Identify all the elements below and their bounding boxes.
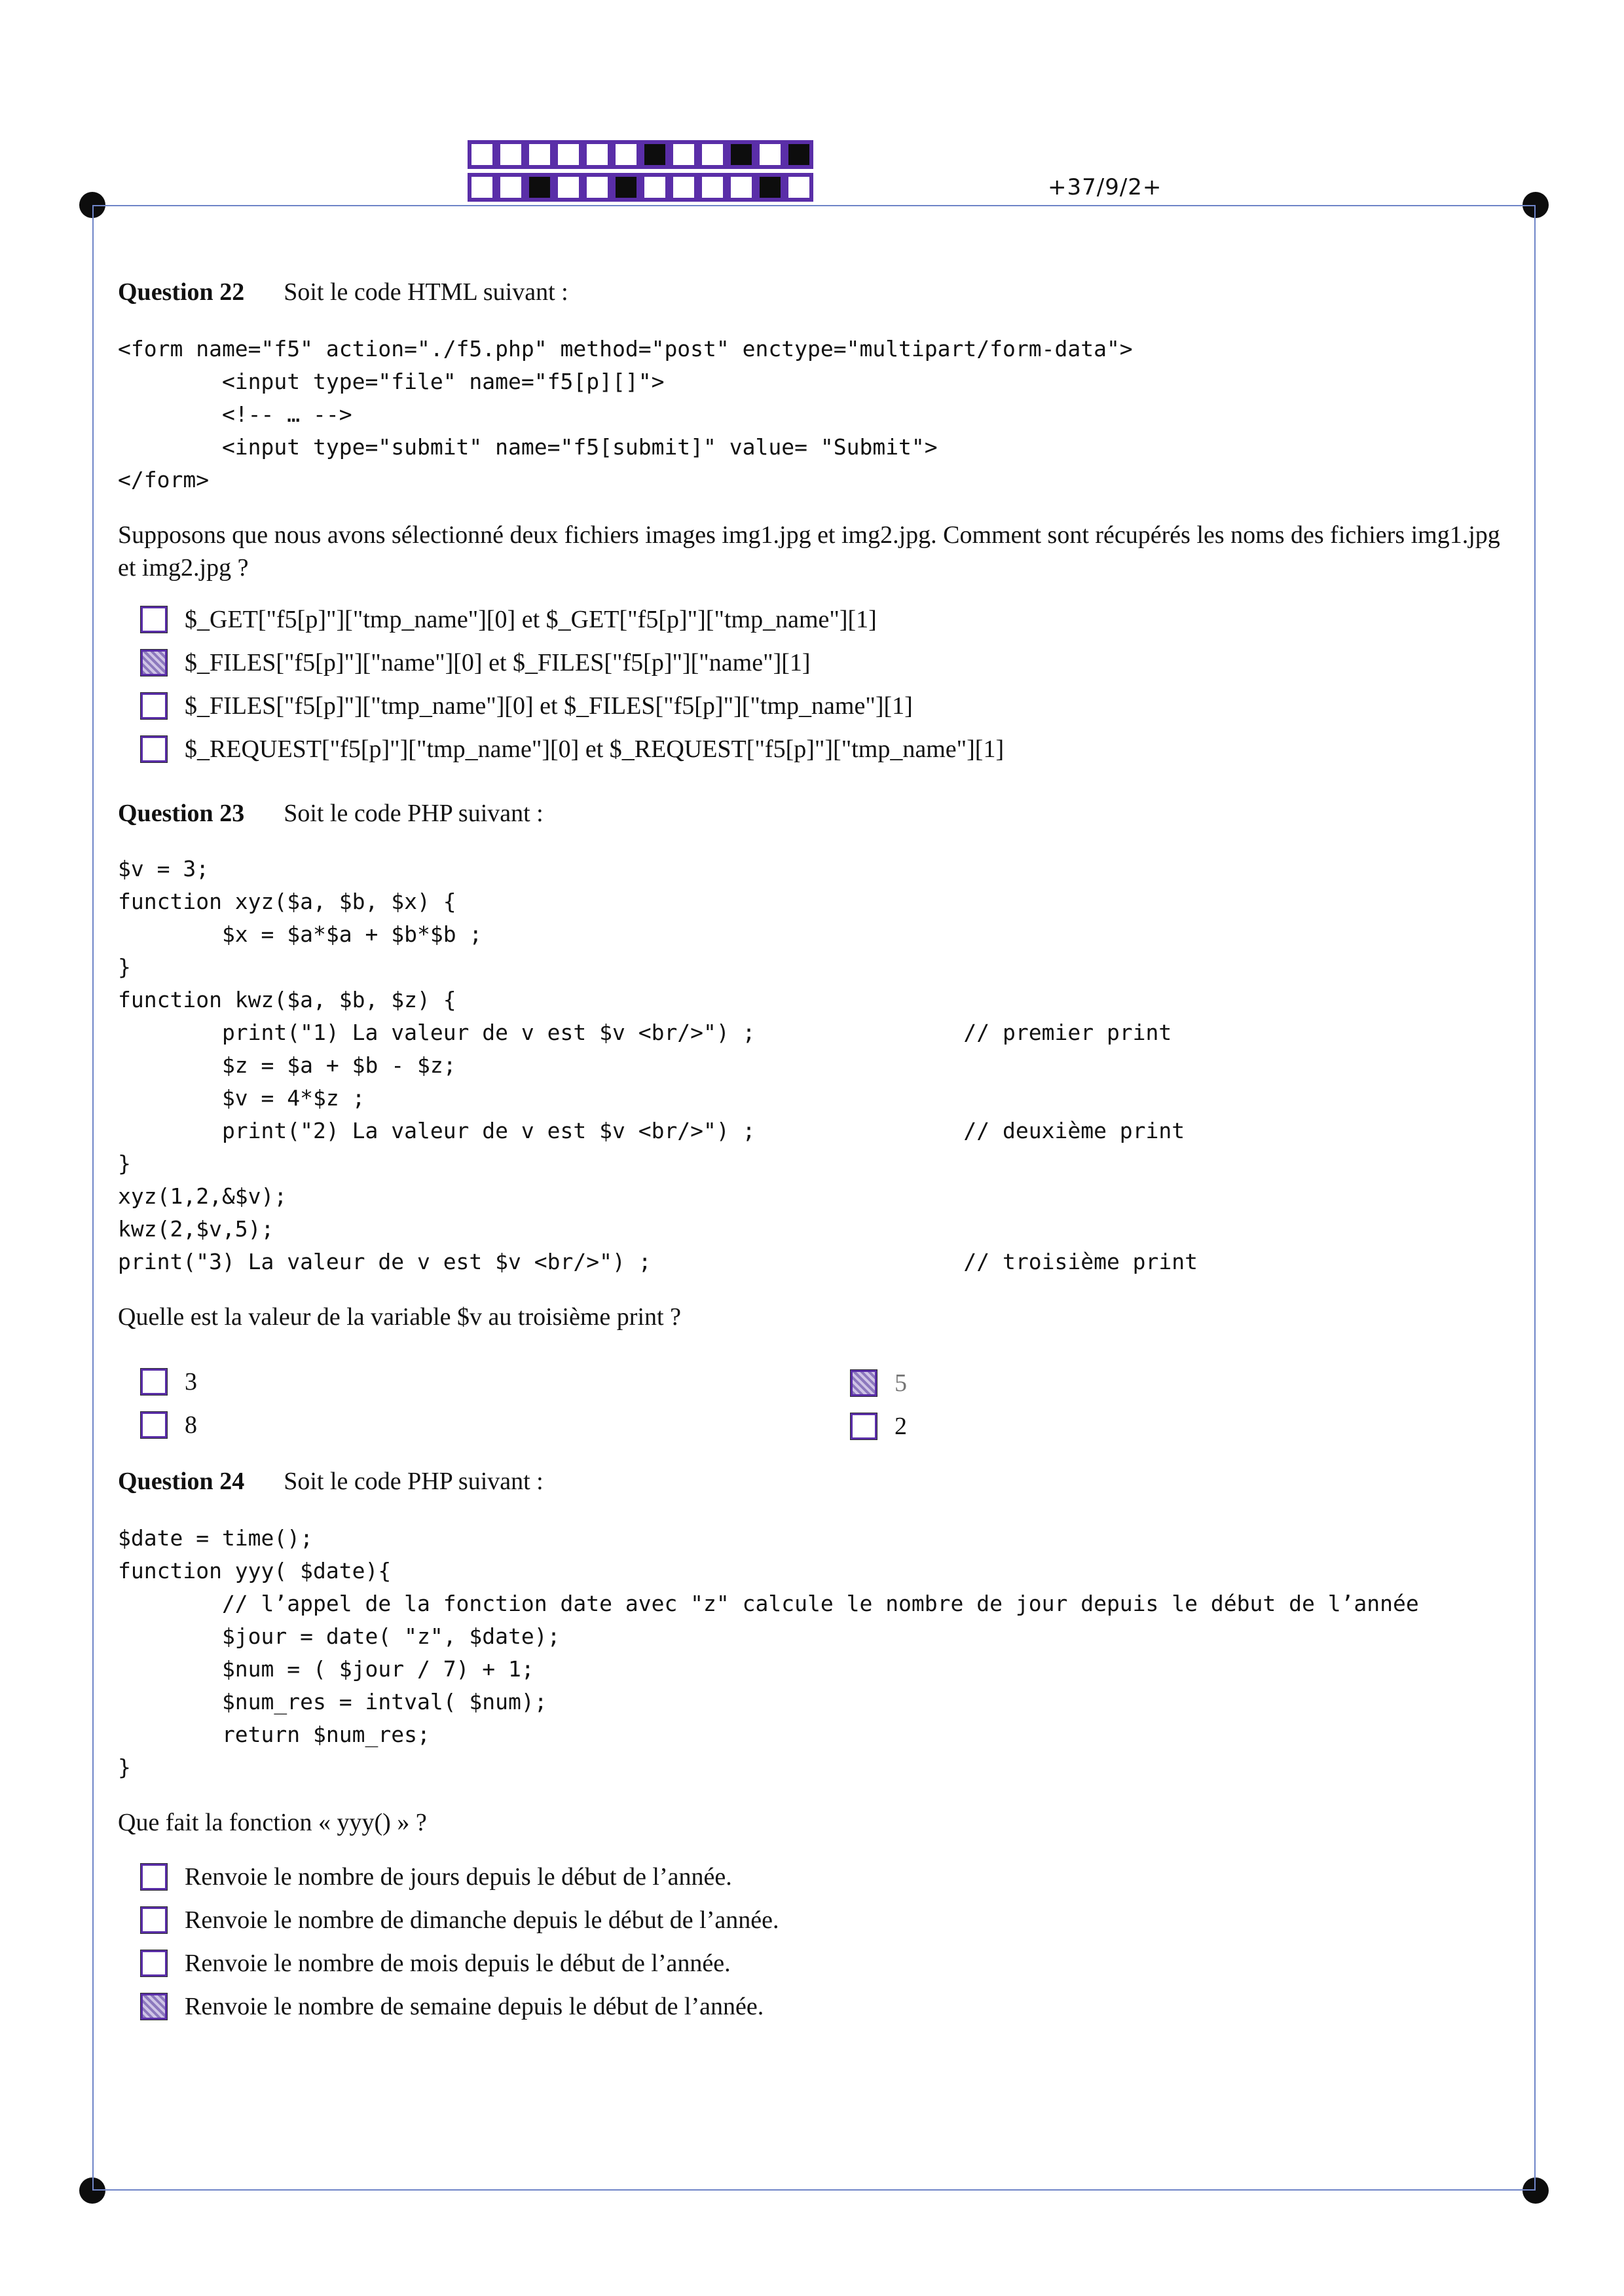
q24-option-2-label: Renvoie le nombre de dimanche depuis le début de l’année.	[185, 1906, 779, 1934]
question-22-heading	[118, 278, 568, 306]
barcode-cell	[728, 174, 754, 200]
page-id: +37/9/2+	[1048, 174, 1162, 200]
question-number: Question 22	[118, 278, 245, 306]
question-intro: Soit le code PHP suivant :	[284, 800, 544, 827]
q22-option-1-label: $_GET["f5[p]"]["tmp_name"][0] et $_GET["f5[p]"]["tmp_name"][1]	[185, 606, 877, 633]
q22-option-1[interactable]	[140, 605, 877, 634]
barcode-cell	[671, 141, 697, 168]
q24-option-1-label: Renvoie le nombre de jours depuis le début de l’année.	[185, 1863, 732, 1891]
barcode-cell	[613, 174, 639, 200]
q23-option-1[interactable]	[140, 1367, 197, 1396]
question-24-heading	[118, 1467, 544, 1496]
q23-option-4-label: 2	[895, 1413, 907, 1440]
barcode-cell	[699, 141, 726, 168]
q23-option-4-checkbox[interactable]	[850, 1413, 877, 1440]
q24-option-2-checkbox[interactable]	[140, 1906, 168, 1934]
q22-option-2[interactable]	[140, 648, 811, 677]
question-22-text: Supposons que nous avons sélectionné deux fichiers images img1.jpg et img2.jpg. Comment sont récupérés les noms des fichiers img1.jpg et img2.jpg ?	[118, 521, 1500, 582]
code-block-q23: $v = 3; function xyz($a, $b, $x) { $x = $a*$a + $b*$b ; } function kwz($a, $b, $z) { print("1) La valeur de v est $v <br/>") ; // premier print $z = $a + $b - $z; $v = 4*$z ; print("2) La valeur de v est $v <br/>") ; // deuxième print } xyz(1,2,&$v); kwz(2,$v,5); print("3) La valeur de v est $v <br/>") ; // troisième print	[118, 856, 1198, 1274]
question-24-text: Que fait la fonction « yyy() » ?	[118, 1809, 427, 1836]
q23-option-3-label: 8	[185, 1411, 197, 1439]
barcode-cell	[555, 174, 581, 200]
barcode-cell	[584, 174, 610, 200]
barcode-cell	[728, 141, 754, 168]
barcode-cell	[786, 141, 812, 168]
q22-option-2-checkbox[interactable]	[140, 649, 168, 676]
barcode-cell	[699, 174, 726, 200]
q22-option-3[interactable]	[140, 692, 913, 720]
barcode-cell	[555, 141, 581, 168]
q24-option-3[interactable]	[140, 1949, 731, 1978]
q22-option-3-checkbox[interactable]	[140, 692, 168, 720]
q23-option-2-label: 5	[895, 1369, 907, 1397]
q22-option-3-label: $_FILES["f5[p]"]["tmp_name"][0] et $_FILES["f5[p]"]["tmp_name"][1]	[185, 692, 913, 720]
q24-option-1[interactable]	[140, 1862, 732, 1891]
q24-option-4-checkbox[interactable]	[140, 1993, 168, 2020]
barcode-cell	[526, 141, 553, 168]
code-block-q24: $date = time(); function yyy( $date){ // l’appel de la fonction date avec "z" calcule le nombre de jour depuis le début de l’année $jour = date( "z", $date); $num = ( $jour / 7) + 1; $num_res = intval( $num); return $num_res; }	[118, 1525, 1419, 1780]
q22-option-4-checkbox[interactable]	[140, 735, 168, 763]
q22-option-2-label: $_FILES["f5[p]"]["name"][0] et $_FILES["f5[p]"]["name"][1]	[185, 649, 811, 676]
barcode-cell	[469, 141, 495, 168]
q24-option-1-checkbox[interactable]	[140, 1863, 168, 1891]
q23-option-2[interactable]	[850, 1369, 907, 1398]
q24-option-4[interactable]	[140, 1992, 764, 2021]
barcode-cell	[642, 141, 668, 168]
barcode-cell	[757, 174, 783, 200]
q23-option-1-checkbox[interactable]	[140, 1368, 168, 1396]
question-intro: Soit le code PHP suivant :	[284, 1468, 544, 1495]
question-number: Question 24	[118, 1468, 245, 1495]
q24-option-4-label: Renvoie le nombre de semaine depuis le début de l’année.	[185, 1993, 764, 2020]
barcode-cell	[498, 174, 524, 200]
q22-option-4-label: $_REQUEST["f5[p]"]["tmp_name"][0] et $_REQUEST["f5[p]"]["tmp_name"][1]	[185, 735, 1005, 763]
barcode-cell	[613, 141, 639, 168]
barcode-cell	[671, 174, 697, 200]
code-block-q22: <form name="f5" action="./f5.php" method="post" enctype="multipart/form-data"> <input type="file" name="f5[p][]"> <!-- … --> <input type="submit" name="f5[submit]" value= "Submit"> </form>	[118, 336, 1133, 492]
barcode-cell	[526, 174, 553, 200]
q24-option-2[interactable]	[140, 1906, 779, 1935]
question-intro: Soit le code HTML suivant :	[284, 278, 568, 306]
q23-option-4[interactable]	[850, 1412, 907, 1441]
q24-option-3-label: Renvoie le nombre de mois depuis le début de l’année.	[185, 1950, 731, 1977]
barcode-cell	[757, 141, 783, 168]
barcode-cell	[786, 174, 812, 200]
q24-option-3-checkbox[interactable]	[140, 1950, 168, 1977]
question-number: Question 23	[118, 800, 245, 827]
barcode-cell	[469, 174, 495, 200]
q23-option-2-checkbox[interactable]	[850, 1369, 877, 1397]
q22-option-4[interactable]	[140, 735, 1004, 764]
barcode-row-2	[469, 174, 815, 200]
barcode-row-1	[469, 141, 815, 168]
question-23-text: Quelle est la valeur de la variable $v au troisième print ?	[118, 1303, 681, 1331]
q22-option-1-checkbox[interactable]	[140, 606, 168, 633]
q23-option-1-label: 3	[185, 1368, 197, 1396]
barcode-cell	[498, 141, 524, 168]
q23-option-3[interactable]	[140, 1411, 197, 1439]
question-23-heading	[118, 799, 544, 828]
barcode-cell	[584, 141, 610, 168]
barcode-cell	[642, 174, 668, 200]
q23-option-3-checkbox[interactable]	[140, 1411, 168, 1439]
